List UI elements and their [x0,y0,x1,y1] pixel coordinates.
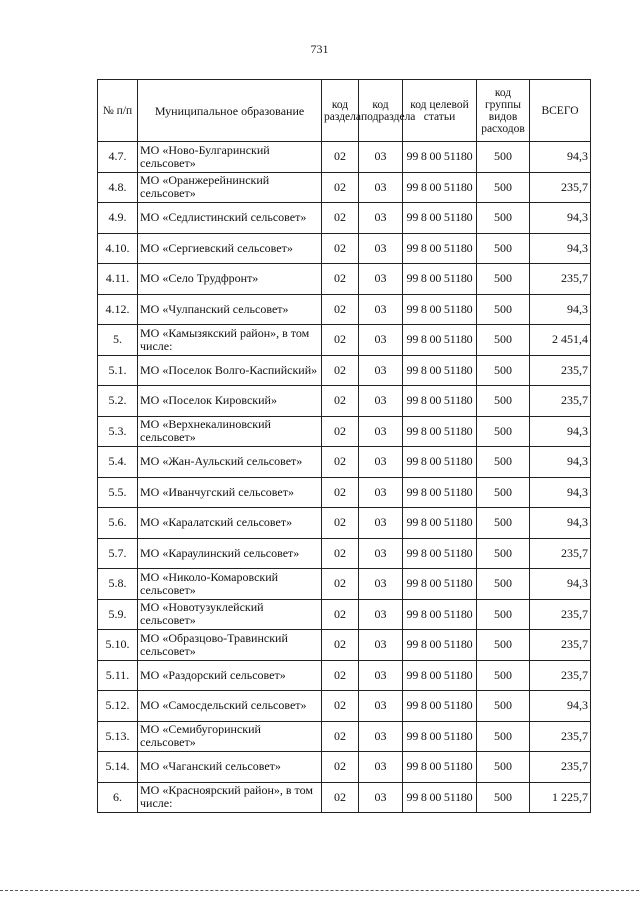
expense-group-code: 500 [477,203,530,234]
target-code: 99 8 00 51180 [403,172,477,203]
table-row [98,569,591,600]
municipality-name: МО «Камызякский район», в том числе: [138,325,322,356]
section-code: 02 [322,782,359,813]
section-code: 02 [322,630,359,661]
expense-group-code: 500 [477,538,530,569]
municipality-name: МО «Село Трудфронт» [138,264,322,295]
municipality-name: МО «Самосдельский сельсовет» [138,691,322,722]
municipality-name: МО «Новотузуклейский сельсовет» [138,599,322,630]
total-amount: 94,3 [530,416,591,447]
subsection-code: 03 [359,599,403,630]
subsection-code: 03 [359,752,403,783]
subsection-code: 03 [359,660,403,691]
municipality-name: МО «Оранжерейнинский сельсовет» [138,172,322,203]
total-amount: 94,3 [530,142,591,173]
target-code: 99 8 00 51180 [403,142,477,173]
table-row [98,386,591,417]
municipality-name: МО «Иванчугский сельсовет» [138,477,322,508]
table-row [98,233,591,264]
target-code: 99 8 00 51180 [403,416,477,447]
expense-group-code: 500 [477,447,530,478]
table-row [98,355,591,386]
target-code: 99 8 00 51180 [403,264,477,295]
subsection-code: 03 [359,508,403,539]
table-row [98,264,591,295]
row-number: 5.4. [98,447,138,478]
section-code: 02 [322,355,359,386]
target-code: 99 8 00 51180 [403,355,477,386]
target-code: 99 8 00 51180 [403,752,477,783]
target-code: 99 8 00 51180 [403,203,477,234]
total-amount: 235,7 [530,264,591,295]
municipality-name: МО «Чаганский сельсовет» [138,752,322,783]
page-bottom-rule [0,890,639,891]
section-code: 02 [322,477,359,508]
section-code: 02 [322,172,359,203]
target-code: 99 8 00 51180 [403,233,477,264]
subsection-code: 03 [359,355,403,386]
expense-group-code: 500 [477,721,530,752]
total-amount: 94,3 [530,477,591,508]
row-number: 5.7. [98,538,138,569]
budget-allocation-table [97,79,591,813]
total-amount: 235,7 [530,172,591,203]
subsection-code: 03 [359,294,403,325]
target-code: 99 8 00 51180 [403,508,477,539]
total-amount: 94,3 [530,294,591,325]
target-code: 99 8 00 51180 [403,386,477,417]
table-row [98,691,591,722]
section-code: 02 [322,142,359,173]
total-amount: 94,3 [530,569,591,600]
section-code: 02 [322,294,359,325]
table-row [98,721,591,752]
row-number: 5. [98,325,138,356]
expense-group-code: 500 [477,477,530,508]
total-amount: 235,7 [530,630,591,661]
target-code: 99 8 00 51180 [403,569,477,600]
total-amount: 235,7 [530,599,591,630]
row-number: 5.6. [98,508,138,539]
municipality-name: МО «Образцово-Травинский сельсовет» [138,630,322,661]
municipality-name: МО «Семибугоринский сельсовет» [138,721,322,752]
row-number: 5.1. [98,355,138,386]
target-code: 99 8 00 51180 [403,721,477,752]
section-code: 02 [322,721,359,752]
municipality-name: МО «Седлистинский сельсовет» [138,203,322,234]
total-amount: 235,7 [530,386,591,417]
municipality-name: МО «Верхнекалиновский сельсовет» [138,416,322,447]
expense-group-code: 500 [477,416,530,447]
section-code: 02 [322,386,359,417]
expense-group-code: 500 [477,660,530,691]
expense-group-code: 500 [477,599,530,630]
municipality-name: МО «Николо-Комаровский сельсовет» [138,569,322,600]
expense-group-code: 500 [477,569,530,600]
row-number: 5.5. [98,477,138,508]
subsection-code: 03 [359,203,403,234]
subsection-code: 03 [359,630,403,661]
header-section-code: код раздела [322,80,359,142]
municipality-name: МО «Сергиевский сельсовет» [138,233,322,264]
table-row [98,477,591,508]
total-amount: 94,3 [530,691,591,722]
municipality-name: МО «Ново-Булгаринский сельсовет» [138,142,322,173]
subsection-code: 03 [359,721,403,752]
subsection-code: 03 [359,538,403,569]
header-num: № п/п [98,80,138,142]
table-row [98,630,591,661]
table-row [98,660,591,691]
expense-group-code: 500 [477,294,530,325]
total-amount: 235,7 [530,721,591,752]
section-code: 02 [322,508,359,539]
expense-group-code: 500 [477,386,530,417]
subsection-code: 03 [359,142,403,173]
municipality-name: МО «Жан-Аульский сельсовет» [138,447,322,478]
row-number: 4.8. [98,172,138,203]
subsection-code: 03 [359,416,403,447]
section-code: 02 [322,447,359,478]
expense-group-code: 500 [477,172,530,203]
expense-group-code: 500 [477,233,530,264]
header-total: ВСЕГО [530,80,591,142]
row-number: 6. [98,782,138,813]
table-header-row [98,80,591,142]
subsection-code: 03 [359,233,403,264]
table-row [98,172,591,203]
section-code: 02 [322,569,359,600]
expense-group-code: 500 [477,142,530,173]
table-row [98,538,591,569]
target-code: 99 8 00 51180 [403,447,477,478]
target-code: 99 8 00 51180 [403,691,477,722]
subsection-code: 03 [359,172,403,203]
expense-group-code: 500 [477,752,530,783]
expense-group-code: 500 [477,508,530,539]
section-code: 02 [322,691,359,722]
municipality-name: МО «Чулпанский сельсовет» [138,294,322,325]
total-amount: 94,3 [530,203,591,234]
row-number: 4.11. [98,264,138,295]
row-number: 5.14. [98,752,138,783]
row-number: 5.8. [98,569,138,600]
municipality-name: МО «Поселок Волго-Каспийский» [138,355,322,386]
total-amount: 235,7 [530,660,591,691]
section-code: 02 [322,233,359,264]
total-amount: 235,7 [530,538,591,569]
target-code: 99 8 00 51180 [403,538,477,569]
page-number: 731 [310,42,329,56]
header-subsection-code: код подраздела [359,80,403,142]
municipality-name: МО «Поселок Кировский» [138,386,322,417]
municipality-name: МО «Красноярский район», в том числе: [138,782,322,813]
row-number: 5.9. [98,599,138,630]
section-code: 02 [322,325,359,356]
subsection-code: 03 [359,386,403,417]
table-row [98,752,591,783]
target-code: 99 8 00 51180 [403,660,477,691]
target-code: 99 8 00 51180 [403,477,477,508]
table-body [98,142,591,813]
target-code: 99 8 00 51180 [403,782,477,813]
municipality-name: МО «Раздорский сельсовет» [138,660,322,691]
row-number: 5.10. [98,630,138,661]
row-number: 4.12. [98,294,138,325]
total-amount: 94,3 [530,447,591,478]
total-amount: 235,7 [530,752,591,783]
row-number: 5.12. [98,691,138,722]
total-amount: 1 225,7 [530,782,591,813]
table-row [98,325,591,356]
row-number: 4.7. [98,142,138,173]
target-code: 99 8 00 51180 [403,294,477,325]
total-amount: 94,3 [530,233,591,264]
subsection-code: 03 [359,325,403,356]
section-code: 02 [322,416,359,447]
table-row [98,599,591,630]
total-amount: 2 451,4 [530,325,591,356]
row-number: 5.11. [98,660,138,691]
total-amount: 235,7 [530,355,591,386]
subsection-code: 03 [359,691,403,722]
row-number: 5.13. [98,721,138,752]
section-code: 02 [322,660,359,691]
section-code: 02 [322,203,359,234]
subsection-code: 03 [359,782,403,813]
expense-group-code: 500 [477,355,530,386]
table-row [98,142,591,173]
row-number: 4.10. [98,233,138,264]
section-code: 02 [322,538,359,569]
target-code: 99 8 00 51180 [403,599,477,630]
table-row [98,782,591,813]
subsection-code: 03 [359,477,403,508]
section-code: 02 [322,752,359,783]
row-number: 5.3. [98,416,138,447]
table-row [98,416,591,447]
subsection-code: 03 [359,569,403,600]
table-row [98,447,591,478]
section-code: 02 [322,599,359,630]
target-code: 99 8 00 51180 [403,325,477,356]
table-row [98,508,591,539]
total-amount: 94,3 [530,508,591,539]
row-number: 5.2. [98,386,138,417]
section-code: 02 [322,264,359,295]
municipality-name: МО «Караулинский сельсовет» [138,538,322,569]
municipality-name: МО «Каралатский сельсовет» [138,508,322,539]
expense-group-code: 500 [477,630,530,661]
expense-group-code: 500 [477,782,530,813]
expense-group-code: 500 [477,325,530,356]
header-target-code: код целевой статьи [403,80,477,142]
expense-group-code: 500 [477,691,530,722]
table-row [98,294,591,325]
target-code: 99 8 00 51180 [403,630,477,661]
table-row [98,203,591,234]
row-number: 4.9. [98,203,138,234]
header-expense-group-code: код группы видов расходов [477,80,530,142]
subsection-code: 03 [359,264,403,295]
subsection-code: 03 [359,447,403,478]
expense-group-code: 500 [477,264,530,295]
header-municipality: Муниципальное образование [138,80,322,142]
